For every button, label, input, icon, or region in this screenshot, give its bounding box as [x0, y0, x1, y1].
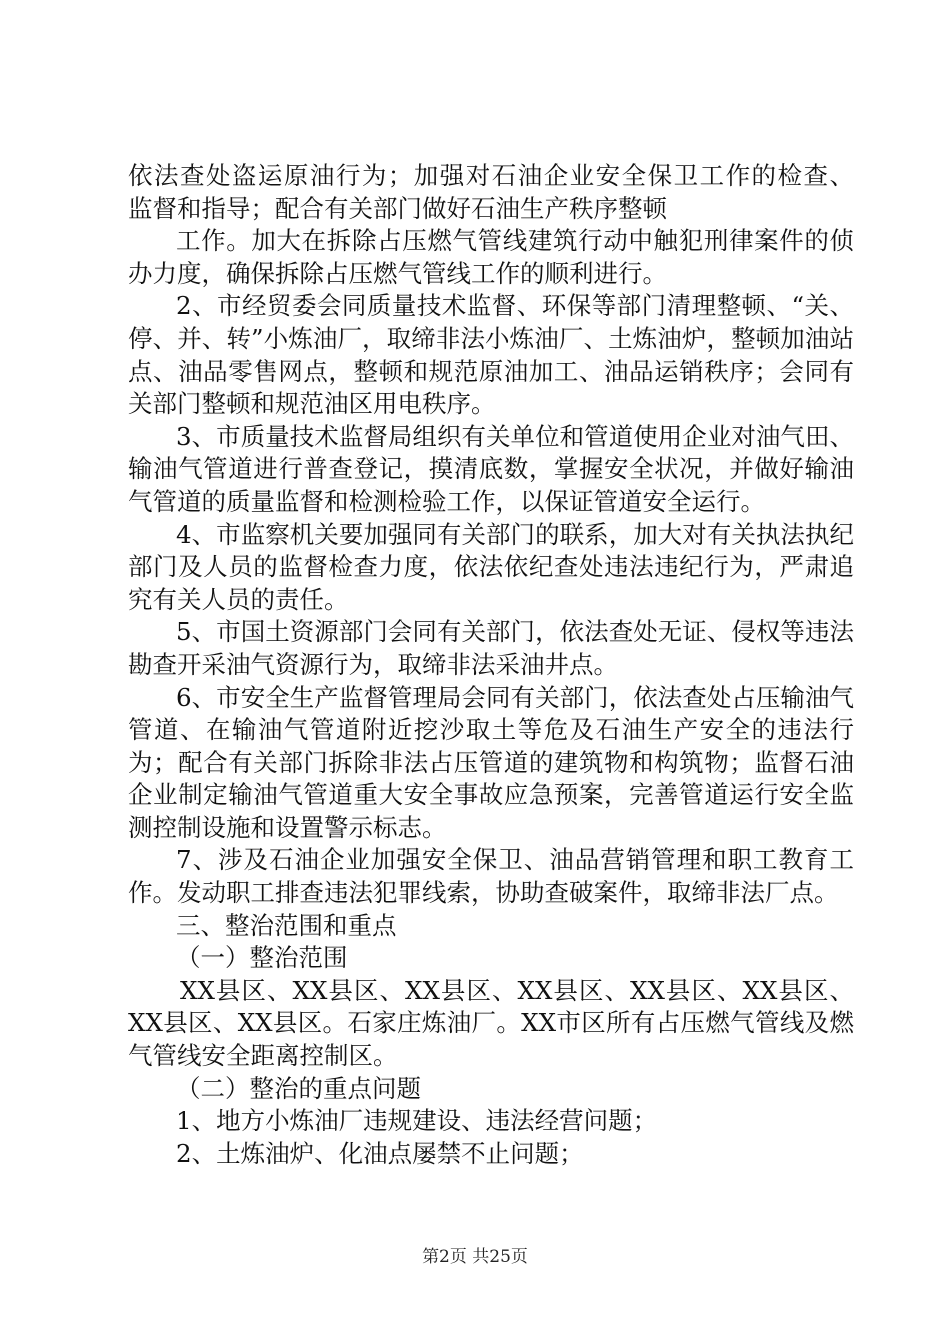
body-text [128, 160, 854, 1170]
paragraph: 2、市经贸委会同质量技术监督、环保等部门清理整顿、“关、停、并、转”小炼油厂，取缔非法小炼油厂、土炼油炉，整顿加油站点、油品零售网点，整顿和规范原油加工、油品运销秩序；会同有关部门整顿和规范油区用电秩序。 [128, 291, 854, 419]
paragraph: 监督和指导；配合有关部门做好石油生产秩序整顿 [128, 193, 667, 223]
page-footer: 第2页 共25页 [422, 1247, 528, 1267]
paragraph: 工作。加大在拆除占压燃气管线建筑行动中触犯刑律案件的侦办力度，确保拆除占压燃气管线工作的顺利进行。 [128, 226, 854, 288]
paragraph: 5、市国土资源部门会同有关部门，依法查处无证、侵权等违法勘查开采油气资源行为，取缔非法采油井点。 [128, 617, 854, 679]
subsection-heading: （二）整治的重点问题 [176, 1073, 421, 1103]
paragraph: 3、市质量技术监督局组织有关单位和管道使用企业对油气田、输油气管道进行普查登记，摸清底数，掌握安全状况，并做好输油气管道的质量监督和检测检验工作，以保证管道安全运行。 [128, 421, 854, 516]
list-item: 2、土炼油炉、化油点屡禁不止问题； [176, 1138, 584, 1168]
paragraph: 4、市监察机关要加强同有关部门的联系，加大对有关执法执纪部门及人员的监督检查力度，依法依纪查处违法违纪行为，严肃追究有关人员的责任。 [128, 519, 854, 614]
paragraph: XX县区、XX县区、XX县区、XX县区、XX县区、XX县区、XX县区、XX县区。石家庄炼油厂。XX市区所有占压燃气管线及燃气管线安全距离控制区。 [128, 975, 854, 1071]
paragraph: 依法查处盗运原油行为；加强对石油企业安全保卫工作的检查、 [128, 161, 854, 190]
paragraph: 7、涉及石油企业加强安全保卫、油品营销管理和职工教育工作。发动职工排查违法犯罪线索，协助查破案件，取缔非法厂点。 [128, 845, 854, 908]
subsection-heading: （一）整治范围 [176, 943, 348, 973]
list-item: 1、地方小炼油厂违规建设、违法经营问题； [176, 1106, 658, 1136]
section-heading: 三、整治范围和重点 [176, 910, 397, 940]
paragraph: 6、市安全生产监督管理局会同有关部门，依法查处占压输油气管道、在输油气管道附近挖沙取土等危及石油生产安全的违法行为；配合有关部门拆除非法占压管道的建筑物和构筑物；监督石油企业制定输油气管道重大安全事故应急预案，完善管道运行安全监测控制设施和设置警示标志。 [128, 682, 854, 842]
